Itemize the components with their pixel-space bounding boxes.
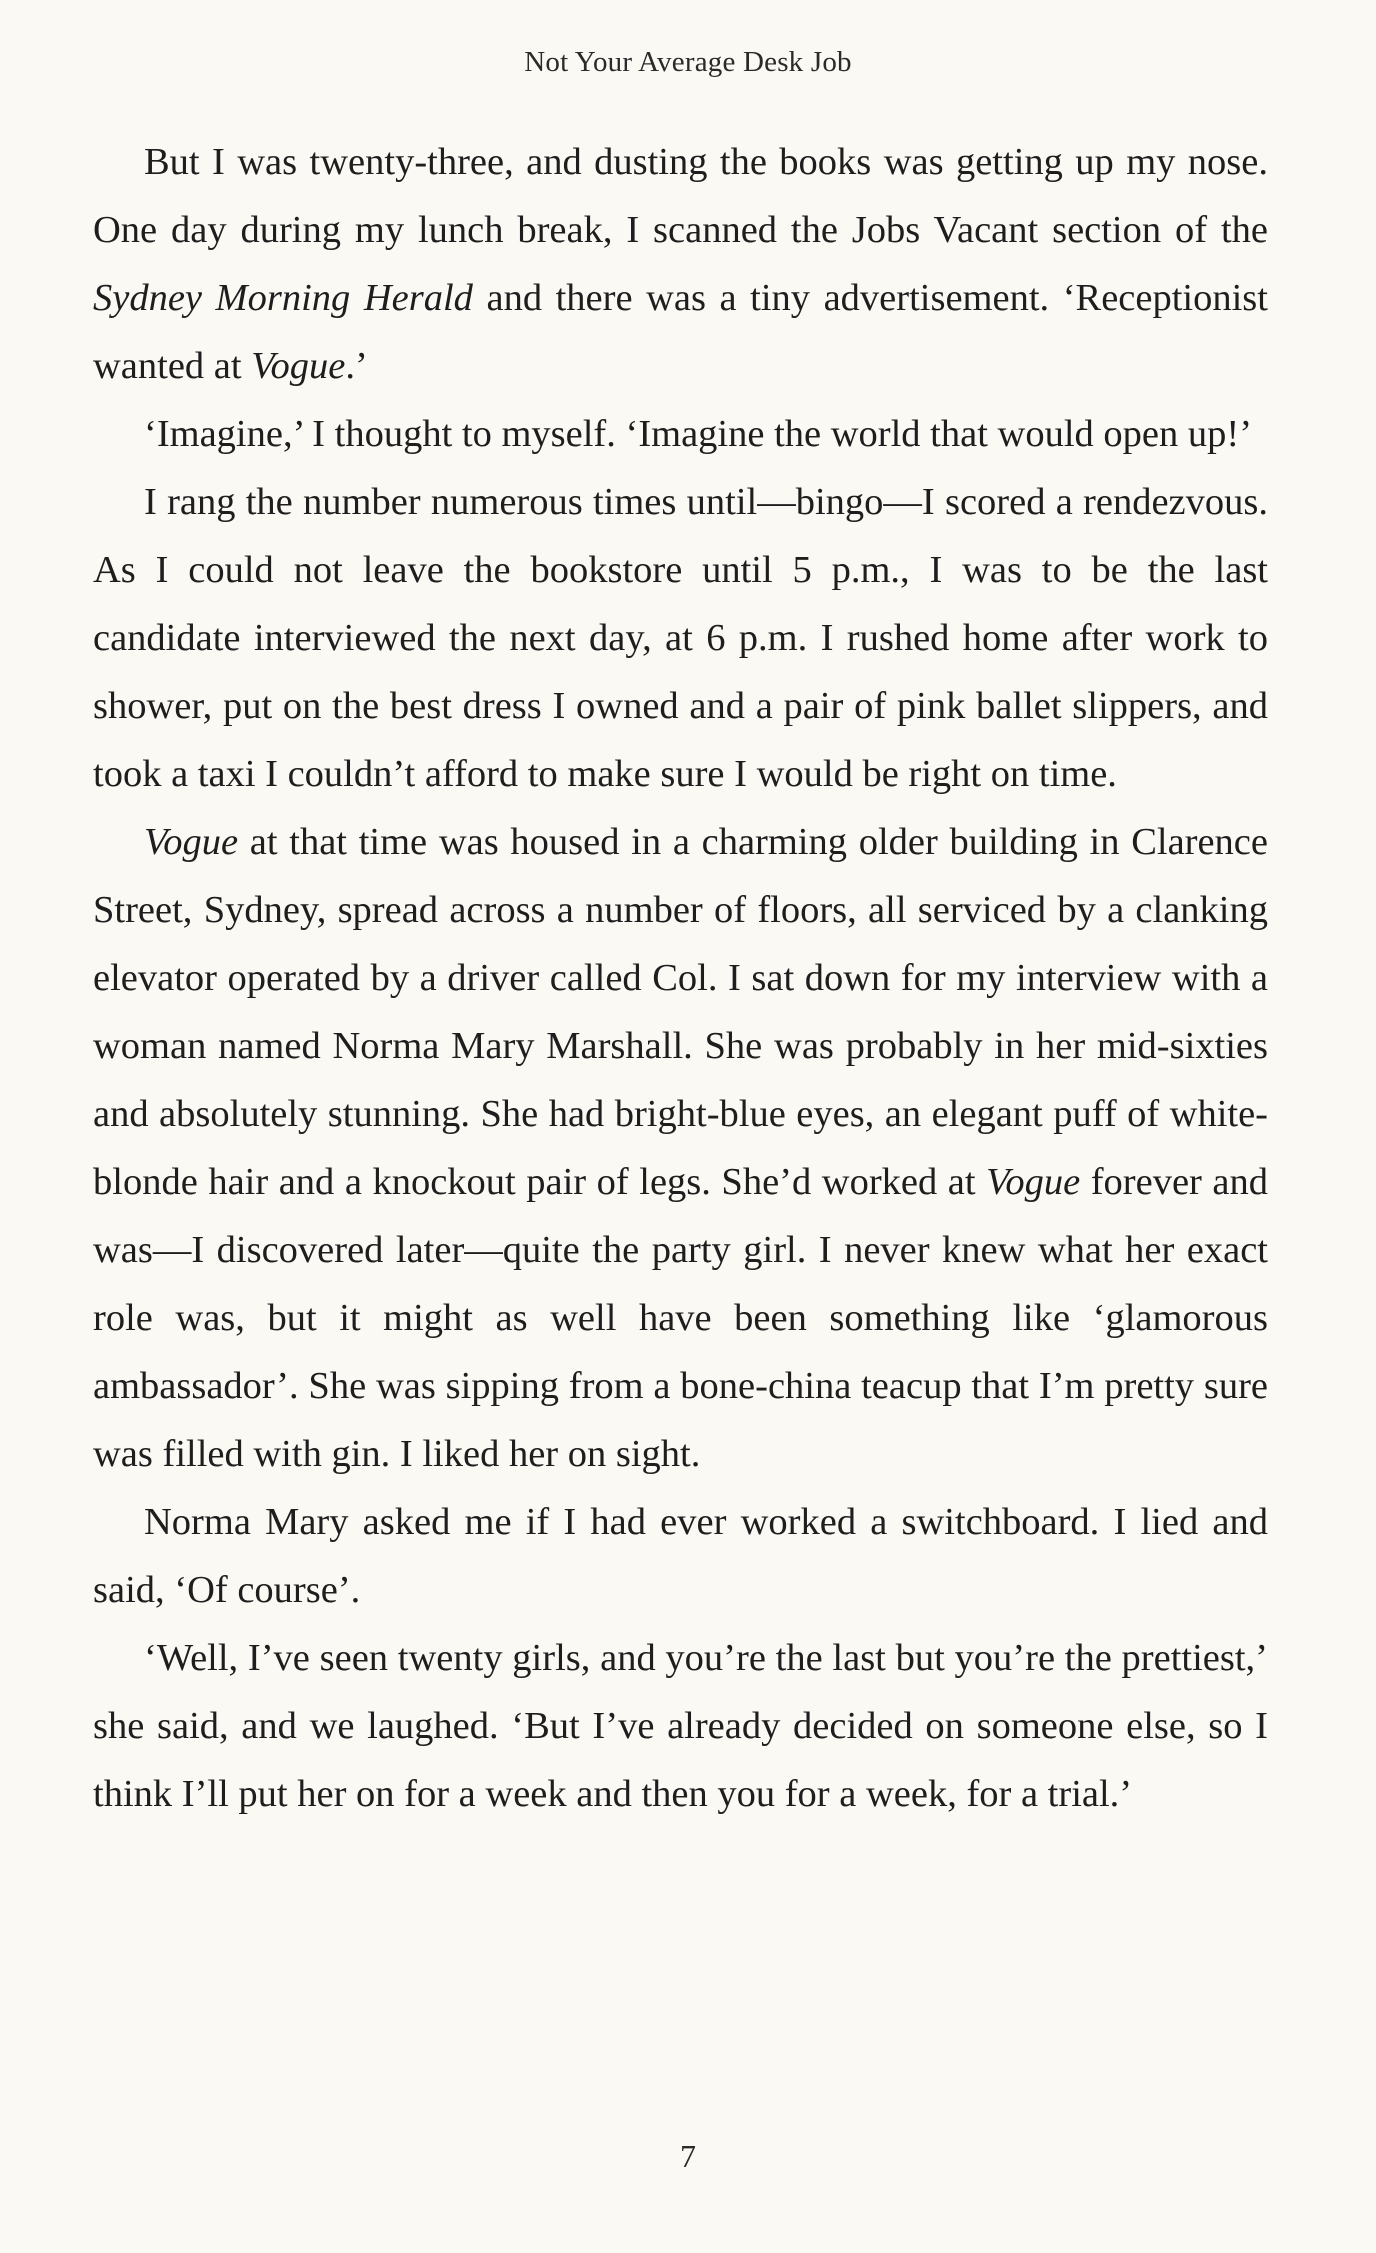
- running-head: Not Your Average Desk Job: [524, 46, 852, 78]
- paragraph: Vogue at that time was housed in a charming older building in Clarence Street, Sydney, spread across a number of floors, all serviced by a clanking elevator operated by a driver called Col. I sat down for my interview with a woman named Norma Mary Marshall. She was probably in her mid-sixties and absolutely stunning. She had bright-blue eyes, an elegant puff of white-blonde hair and a knockout pair of legs. She’d worked at Vogue forever and was—I discovered later—quite the party girl. I never knew what her exact role was, but it might as well have been something like ‘glamorous ambassador’. She was sipping from a bone-china teacup that I’m pretty sure was filled with gin. I liked her on sight.: [93, 821, 1268, 1475]
- paragraph: But I was twenty-three, and dusting the books was getting up my nose. One day during my lunch break, I scanned the Jobs Vacant section of the Sydney Morning Herald and there was a tiny advertisement. ‘Receptionist wanted at Vogue.’: [93, 141, 1268, 387]
- paragraph: ‘Well, I’ve seen twenty girls, and you’re the last but you’re the prettiest,’ she said, and we laughed. ‘But I’ve already decided on someone else, so I think I’ll put her on for a week and then you for a week, for a trial.’: [93, 1637, 1268, 1815]
- paragraph: I rang the number numerous times until—bingo—I scored a rendezvous. As I could not leave the bookstore until 5 p.m., I was to be the last candidate interviewed the next day, at 6 p.m. I rushed home after work to shower, put on the best dress I owned and a pair of pink ballet slippers, and took a taxi I couldn’t afford to make sure I would be right on time.: [93, 481, 1268, 795]
- paragraph: ‘Imagine,’ I thought to myself. ‘Imagine the world that would open up!’: [144, 413, 1253, 455]
- paragraph: Norma Mary asked me if I had ever worked a switchboard. I lied and said, ‘Of course’.: [93, 1501, 1268, 1611]
- body-text: [93, 128, 1268, 1828]
- page-number: 7: [680, 2138, 696, 2174]
